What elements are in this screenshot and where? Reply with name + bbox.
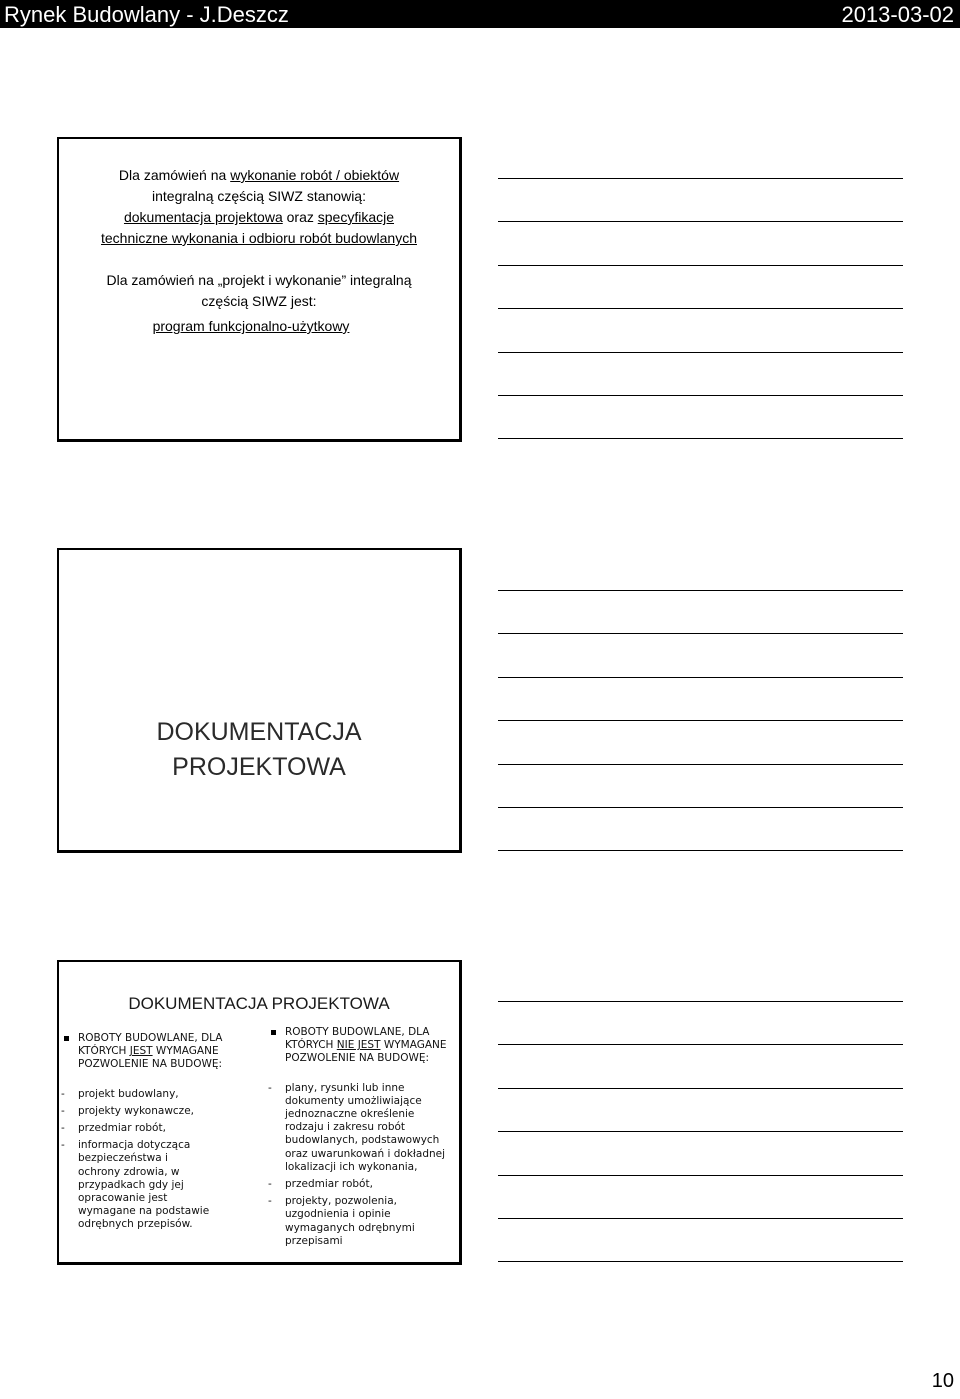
page-header — [0, 0, 960, 28]
page-number: 10 — [931, 1370, 954, 1392]
slide1-text: oraz — [282, 209, 318, 225]
notes-line — [498, 807, 903, 808]
notes-line — [498, 850, 903, 851]
slide1-underlined-text: program funkcjonalno-użytkowy — [152, 318, 350, 334]
notes-line — [498, 438, 903, 439]
notes-line — [498, 1001, 903, 1002]
notes-line — [498, 633, 903, 634]
heading-text: ROBOTY BUDOWLANE, DLA KTÓRYCH — [78, 1032, 223, 1058]
slide1-line-5: Dla zamówień na „projekt i wykonanie” integralną — [106, 272, 412, 288]
slide1-underlined-text: dokumentacja projektowa — [123, 209, 283, 225]
header-date: 2013-03-02 — [841, 2, 954, 27]
bullet-square-icon — [64, 1036, 69, 1041]
list-item-text: projekty, pozwolenia, uzgodnienia i opinie wymaganych odrębnymi przepisami — [285, 1195, 415, 1247]
bullet-square-icon — [271, 1030, 276, 1035]
notes-line — [498, 1088, 903, 1089]
list-item-text: przedmiar robót, — [78, 1122, 166, 1135]
notes-line — [498, 1175, 903, 1176]
notes-line — [498, 308, 903, 309]
heading-text: WYMAGANE POZWOLENIE NA BUDOWĘ: — [78, 1045, 223, 1071]
list-item — [61, 1088, 251, 1101]
left-column-list — [61, 1088, 251, 1232]
list-item-text: projekt budowlany, — [78, 1087, 179, 1100]
slide2-title — [59, 715, 459, 785]
notes-line — [498, 590, 903, 591]
list-item — [268, 1082, 456, 1174]
right-column-list — [268, 1082, 456, 1248]
dash-bullet: - — [268, 1178, 272, 1191]
slide1-underlined-text: specyfikacje — [317, 209, 395, 225]
dash-bullet: - — [61, 1087, 65, 1100]
slide-2 — [57, 548, 462, 853]
notes-line — [498, 720, 903, 721]
slide-3 — [57, 960, 462, 1265]
notes-line — [498, 1131, 903, 1132]
heading-emphasis: NIE JEST — [336, 1039, 381, 1052]
notes-line — [498, 395, 903, 396]
notes-line — [498, 221, 903, 222]
slide1-underlined-text: wykonanie robót / obiektów — [230, 167, 400, 183]
left-column-heading — [61, 1032, 251, 1072]
slide1-line-3 — [59, 207, 459, 227]
slide1-line-6: częścią SIWZ jest: — [201, 293, 317, 309]
notes-line — [498, 1044, 903, 1045]
slide1-line-1 — [59, 165, 459, 185]
slide1-line-7 — [51, 316, 451, 336]
notes-line — [498, 1261, 903, 1262]
list-item-text: plany, rysunki lub inne dokumenty umożliwiające jednoznaczne określenie rodzaju i zakresu robót budowlanych, podstawowych oraz uwarunkowań i dokładnej lokalizacji ich wykonania, — [285, 1081, 446, 1173]
list-item-text: przedmiar robót, — [285, 1178, 373, 1191]
list-item — [61, 1122, 251, 1135]
notes-line — [498, 677, 903, 678]
notes-line — [498, 352, 903, 353]
slide3-title: DOKUMENTACJA PROJEKTOWA — [128, 994, 390, 1013]
notes-line — [498, 178, 903, 179]
dash-bullet: - — [61, 1104, 65, 1117]
notes-line — [498, 764, 903, 765]
left-column — [61, 1032, 251, 1232]
right-column-heading — [268, 1026, 456, 1066]
slide-1 — [57, 137, 462, 442]
slide2-title-line-2: PROJEKTOWA — [172, 753, 346, 781]
list-item-text: projekty wykonawcze, — [78, 1104, 194, 1117]
dash-bullet: - — [61, 1122, 65, 1135]
list-item — [268, 1195, 436, 1248]
header-title: Rynek Budowlany - J.Deszcz — [4, 2, 289, 27]
dash-bullet: - — [268, 1081, 272, 1094]
dash-bullet: - — [61, 1139, 65, 1152]
heading-emphasis: JEST — [129, 1045, 153, 1058]
dash-bullet: - — [268, 1195, 272, 1208]
slide1-text: Dla zamówień na — [118, 167, 231, 183]
heading-text: WYMAGANE POZWOLENIE NA BUDOWĘ: — [285, 1039, 447, 1065]
notes-line — [498, 1218, 903, 1219]
slide2-title-line-1: DOKUMENTACJA — [156, 718, 362, 746]
list-item — [268, 1178, 456, 1191]
heading-text: ROBOTY BUDOWLANE, DLA KTÓRYCH — [285, 1026, 430, 1052]
list-item — [61, 1139, 211, 1231]
right-column — [268, 1026, 456, 1248]
notes-line — [498, 265, 903, 266]
slide1-line-2: integralną częścią SIWZ stanowią: — [152, 188, 366, 204]
list-item — [61, 1105, 251, 1118]
slide1-line-4: techniczne wykonania i odbioru robót budowlanych — [101, 230, 417, 246]
list-item-text: informacja dotycząca bezpieczeństwa i ochrony zdrowia, w przypadkach gdy jej opracowanie jest wymagane na podstawie odrębnych przepisów. — [78, 1139, 210, 1231]
